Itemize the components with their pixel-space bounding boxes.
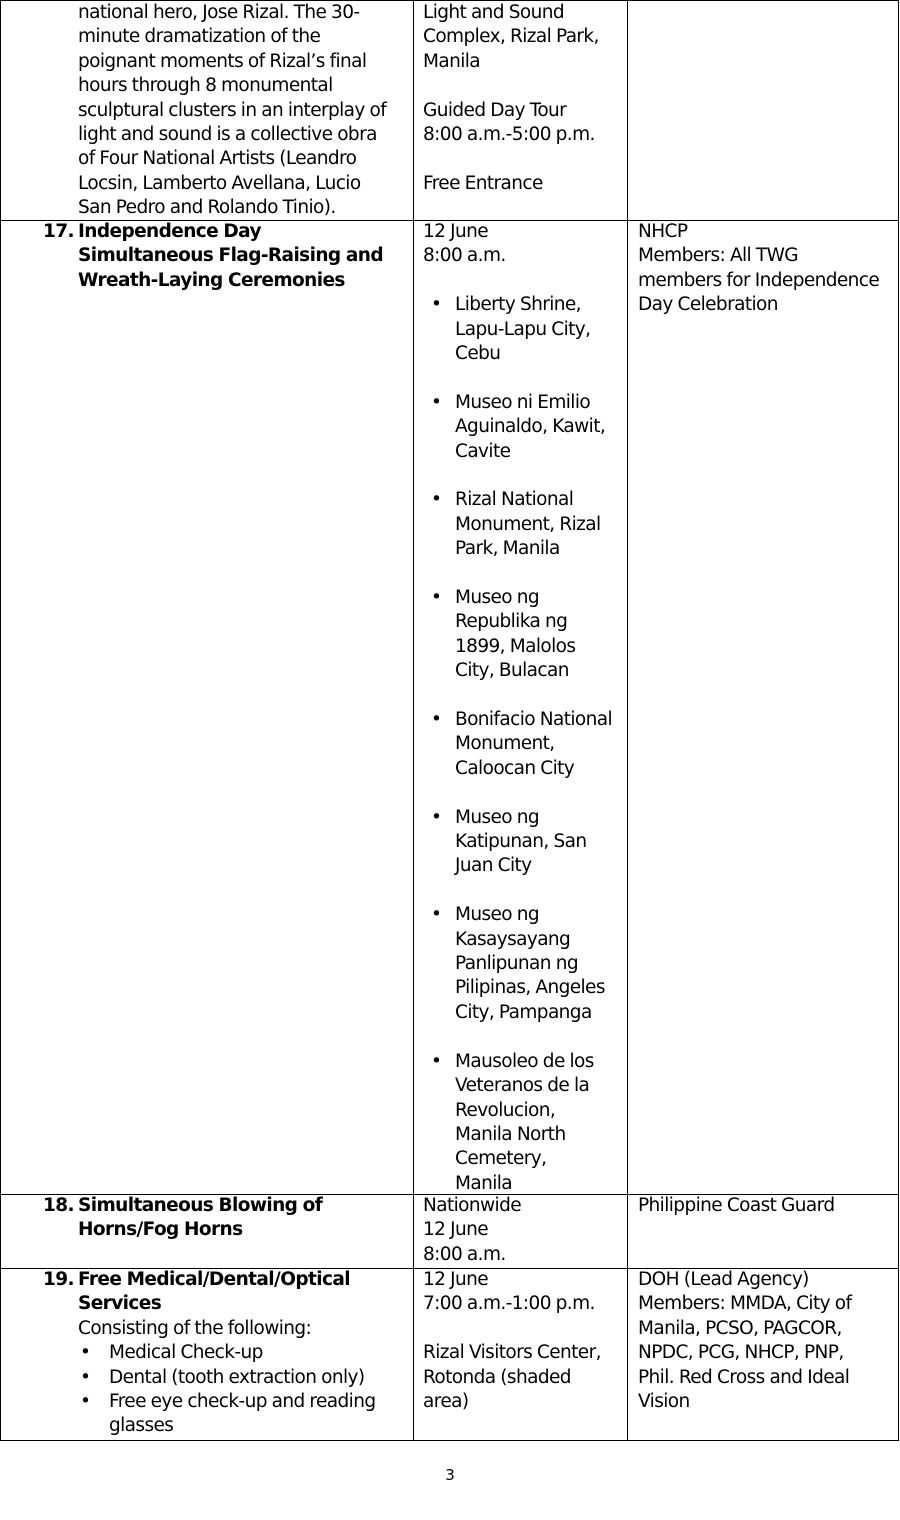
venue-line: 8:00 a.m. xyxy=(423,1243,506,1265)
venue-line: 8:00 a.m.-5:00 p.m. xyxy=(423,124,595,146)
table-row xyxy=(0,1194,899,1269)
table-row xyxy=(0,1268,899,1441)
venue-schedule xyxy=(423,1194,621,1267)
venue-line: Nationwide xyxy=(423,1195,522,1216)
venue-bullet xyxy=(423,391,621,464)
venue-bullet xyxy=(423,806,621,879)
venue-bullet-line: Veteranos de la xyxy=(455,1075,590,1097)
agency-line: Philippine Coast Guard xyxy=(638,1195,835,1216)
description-line: of Four National Artists (Leandro xyxy=(78,148,357,170)
item-number: 17. xyxy=(43,221,74,242)
column-divider xyxy=(413,1194,414,1268)
agency-line: NHCP xyxy=(638,221,688,242)
venue-bullet-line: Monument, Rizal xyxy=(455,513,601,535)
title-line: Wreath-Laying Ceremonies xyxy=(78,269,345,291)
venue-bullet-line: Aguinaldo, Kawit, xyxy=(455,416,606,438)
venue-bullet-line: • Mausoleo de los xyxy=(455,1050,594,1072)
venue-bullet-line: Manila xyxy=(455,1172,513,1194)
blank-line xyxy=(423,74,621,98)
venue-bullet-line: Monument, xyxy=(455,733,555,755)
venue-line: 8:00 a.m. xyxy=(423,245,506,267)
description-line: national hero, Jose Rizal. The 30- xyxy=(78,2,360,23)
venue-line: Manila xyxy=(423,50,481,72)
venue-line: 7:00 a.m.-1:00 p.m. xyxy=(423,1293,595,1315)
service-bullet-line: • Medical Check-up xyxy=(109,1342,263,1364)
service-bullet-line: glasses xyxy=(109,1415,174,1437)
column-divider xyxy=(413,220,414,1194)
agency-line: Phil. Red Cross and Ideal xyxy=(638,1366,850,1388)
venue-bullet-line: Caloocan City xyxy=(455,757,575,779)
venue-bullet-line: City, Bulacan xyxy=(455,660,569,682)
venue-bullet-line: • Rizal National xyxy=(455,489,574,511)
venue-bullet-line: • Liberty Shrine, xyxy=(455,294,581,316)
blank-line xyxy=(423,366,621,390)
description-line: San Pedro and Rolando Tinio). xyxy=(78,197,336,219)
item-number: 19. xyxy=(43,1269,74,1290)
title-line: Free Medical/Dental/Optical xyxy=(78,1269,350,1290)
venue-bullet-line: Cemetery, xyxy=(455,1148,547,1170)
title-line: Services xyxy=(78,1293,162,1315)
venue-line: 12 June xyxy=(423,1269,489,1290)
column-divider xyxy=(627,1194,628,1268)
blank-line xyxy=(423,1317,621,1341)
venue-line: Free Entrance xyxy=(423,172,543,194)
venue-bullet-line: City, Pampanga xyxy=(455,1001,592,1023)
venue-bullet xyxy=(423,293,621,366)
activity-title xyxy=(78,1268,408,1439)
blank-line xyxy=(423,1025,621,1049)
venue-bullet-line: Panlipunan ng xyxy=(455,953,578,975)
column-divider xyxy=(627,1,628,220)
agency-line: Manila, PCSO, PAGCOR, xyxy=(638,1317,842,1339)
table-row xyxy=(0,0,899,221)
blank-line xyxy=(423,781,621,805)
activity-title xyxy=(78,1194,408,1243)
venue-bullet-line: Manila North xyxy=(455,1123,566,1145)
venue-bullet-line: • Bonifacio National xyxy=(455,709,613,731)
venue-bullet-line: Lapu-Lapu City, xyxy=(455,318,591,340)
blank-line xyxy=(423,269,621,293)
column-divider xyxy=(413,1,414,220)
description-line: hours through 8 monumental xyxy=(78,75,333,97)
agency-line: Members: MMDA, City of xyxy=(638,1293,852,1315)
service-bullet-line: • Free eye check-up and reading xyxy=(109,1391,376,1413)
agency-line: DOH (Lead Agency) xyxy=(638,1269,809,1290)
agency xyxy=(638,220,893,318)
venue-bullet-line: Republika ng xyxy=(455,611,568,633)
table-row xyxy=(0,220,899,1195)
activity-description xyxy=(78,1,408,221)
description-line: poignant moments of Rizal’s final xyxy=(78,50,367,72)
title-line: Simultaneous Blowing of xyxy=(78,1195,323,1216)
activity-title xyxy=(78,220,408,293)
venue-bullet xyxy=(423,488,621,561)
venue-bullet xyxy=(423,586,621,684)
service-bullet-line: • Dental (tooth extraction only) xyxy=(109,1366,365,1388)
venue-line: Complex, Rizal Park, xyxy=(423,26,599,48)
agency xyxy=(638,1268,893,1414)
venue-line: area) xyxy=(423,1391,469,1413)
venue-schedule xyxy=(423,220,621,1196)
blank-line xyxy=(423,562,621,586)
venue-schedule xyxy=(423,1,621,196)
venue-bullet-line: Kasaysayang xyxy=(455,928,571,950)
venue-bullet-line: Park, Manila xyxy=(455,538,560,560)
venue-line: 12 June xyxy=(423,221,489,242)
page-number: 3 xyxy=(445,1466,455,1484)
agency-line: Day Celebration xyxy=(638,294,778,316)
venue-bullet-line: Cebu xyxy=(455,343,501,365)
venue-line: Guided Day Tour xyxy=(423,99,567,121)
agency-line: members for Independence xyxy=(638,269,880,291)
description-line: minute dramatization of the xyxy=(78,26,321,48)
venue-bullet-line: • Museo ni Emilio xyxy=(455,391,591,413)
column-divider xyxy=(413,1268,414,1440)
venue-bullet-line: • Museo ng xyxy=(455,587,540,609)
column-divider xyxy=(627,220,628,1194)
description-line: sculptural clusters in an interplay of xyxy=(78,99,387,121)
venue-bullet xyxy=(423,708,621,781)
agency-line: NPDC, PCG, NHCP, PNP, xyxy=(638,1342,844,1364)
agency-line: Vision xyxy=(638,1391,690,1413)
description-line: Consisting of the following: xyxy=(78,1317,312,1339)
venue-line: 12 June xyxy=(423,1219,489,1241)
title-line: Horns/Fog Horns xyxy=(78,1219,243,1241)
venue-line: Rizal Visitors Center, xyxy=(423,1342,601,1364)
service-bullet xyxy=(78,1366,408,1390)
venue-bullet-line: • Museo ng xyxy=(455,806,540,828)
venue-bullet-line: • Museo ng xyxy=(455,904,540,926)
venue-line: Rotonda (shaded xyxy=(423,1366,571,1388)
agency xyxy=(638,1194,893,1218)
venue-bullet-line: Cavite xyxy=(455,440,511,462)
title-line: Independence Day xyxy=(78,221,261,242)
blank-line xyxy=(423,879,621,903)
venue-bullet-line: 1899, Malolos xyxy=(455,635,576,657)
venue-schedule xyxy=(423,1268,621,1414)
item-number: 18. xyxy=(43,1195,74,1216)
venue-bullet xyxy=(423,903,621,1025)
service-bullet xyxy=(78,1390,408,1439)
description-line: light and sound is a collective obra xyxy=(78,124,377,146)
description-line: Locsin, Lamberto Avellana, Lucio xyxy=(78,172,361,194)
agency-line: Members: All TWG xyxy=(638,245,798,267)
venue-bullet xyxy=(423,1050,621,1196)
blank-line xyxy=(423,147,621,171)
venue-bullet-line: Pilipinas, Angeles xyxy=(455,977,605,999)
title-line: Simultaneous Flag-Raising and xyxy=(78,245,383,267)
venue-bullet-line: Katipunan, San xyxy=(455,831,587,853)
venue-bullet-line: Revolucion, xyxy=(455,1099,556,1121)
blank-line xyxy=(423,464,621,488)
column-divider xyxy=(627,1268,628,1440)
venue-line: Light and Sound xyxy=(423,2,564,23)
venue-bullet-line: Juan City xyxy=(455,855,532,877)
blank-line xyxy=(423,684,621,708)
service-bullet xyxy=(78,1341,408,1365)
